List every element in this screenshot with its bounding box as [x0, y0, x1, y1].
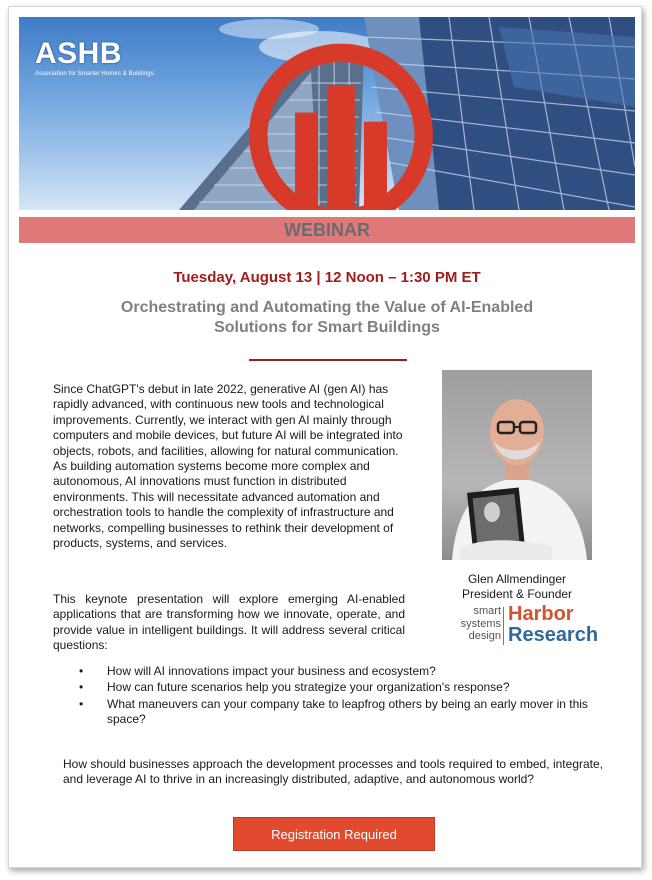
event-title	[69, 298, 585, 338]
list-item	[73, 697, 623, 728]
speaker-portrait	[442, 370, 592, 560]
logo-divider	[503, 607, 504, 645]
list-item	[73, 680, 623, 695]
bullet-icon: •	[79, 680, 84, 695]
bullet-icon: •	[79, 664, 84, 678]
question-text: What maneuvers can your company take to leapfrog others by being an early mover in this space?	[107, 696, 588, 727]
company-small-line-1: smart	[473, 605, 501, 617]
speaker-title: President & Founder	[461, 587, 573, 601]
registration-button[interactable]: Registration Required	[233, 817, 435, 851]
newsletter-card	[8, 6, 642, 868]
list-item	[73, 664, 623, 679]
hero-banner-image	[19, 17, 635, 210]
ashb-logo-icon	[33, 39, 635, 210]
webinar-band: WEBINAR	[19, 217, 635, 243]
company-small-line-2: systems	[460, 617, 501, 630]
smart-systems-design-logo	[445, 605, 501, 643]
logo-name: ASHB	[35, 37, 123, 70]
event-title-line-1: Orchestrating and Automating the Value of AI-Enabled	[120, 299, 534, 316]
divider	[249, 359, 407, 361]
keynote-paragraph: This keynote presentation will explore emerging AI-enabled applications that are transforming how we innovate, operate, and provide value in intelligent buildings. It will address several critical questions:	[53, 592, 405, 653]
questions-list	[73, 664, 623, 729]
company-big-line-2: Research	[508, 624, 599, 646]
intro-paragraph: Since ChatGPT's debut in late 2022, generative AI (gen AI) has rapidly advanced, with continuous new tools and technological improvements. Currently, we interact with gen AI mainly through computers and mobile devices, but future AI will be integrated into objects, robots, and facilities, allowing for natural communication. As building automation systems become more complex and autonomous, AI innovations must function in distributed environments. This will necessitate advanced automation and orchestration tools to handle the complexity of infrastructure and networks, compelling businesses to rethink their development of products, systems, and services.	[53, 382, 403, 551]
logo-tagline: Association for Smarter Homes & Buildings	[35, 71, 154, 77]
company-big-line-1: Harbor	[508, 603, 574, 625]
ashb-logo[interactable]	[33, 39, 154, 77]
speaker-photo	[442, 370, 592, 560]
question-text: How will AI innovations impact your business and ecosystem?	[107, 664, 436, 678]
closing-paragraph: How should businesses approach the development processes and tools required to embed, integrate, and leverage AI to thrive in an increasingly distributed, adaptive, and autonomous world?	[63, 757, 603, 787]
bullet-icon: •	[79, 696, 84, 711]
speaker-name: Glen Allmendinger	[467, 572, 567, 586]
event-title-line-2: Solutions for Smart Buildings	[214, 319, 440, 336]
harbor-research-logo	[508, 604, 598, 646]
question-text: How can future scenarios help you strategize your organization's response?	[107, 680, 510, 695]
company-small-line-3: design	[468, 630, 501, 642]
event-date-time: Tuesday, August 13 | 12 Noon – 1:30 PM ET	[173, 269, 481, 286]
